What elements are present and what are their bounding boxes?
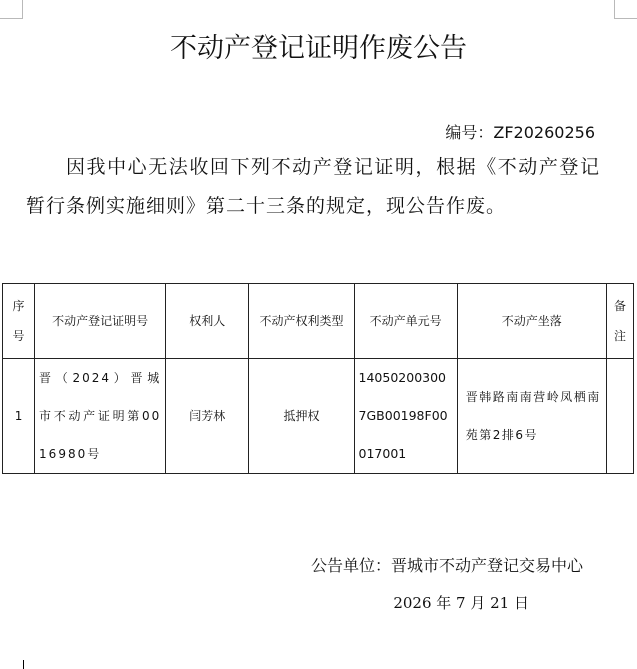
text-cursor — [23, 660, 24, 669]
certificate-table — [2, 283, 634, 474]
table-header-row — [3, 284, 634, 359]
header-note: 备注 — [606, 284, 633, 359]
cell-owner: 闫芳林 — [166, 359, 249, 474]
cell-note — [606, 359, 633, 474]
document-number: 编号：ZF20260256 — [445, 123, 595, 142]
body-paragraph: 因我中心无法收回下列不动产登记证明，根据《不动产登记暂行条例实施细则》第二十三条的规定，现公告作废。 — [26, 156, 600, 217]
table-row — [3, 359, 634, 474]
header-right-type: 不动产权利类型 — [249, 284, 354, 359]
header-unit-number: 不动产单元号 — [354, 284, 457, 359]
header-no: 序号 — [3, 284, 35, 359]
header-location: 不动产坐落 — [457, 284, 606, 359]
cell-cert-number: 晋（2024）晋城市不动产证明第0016980号 — [35, 359, 166, 474]
header-owner: 权利人 — [166, 284, 249, 359]
cell-right-type: 抵押权 — [249, 359, 354, 474]
cell-unit-number: 140502003007GB00198F00017001 — [354, 359, 457, 474]
cell-no: 1 — [3, 359, 35, 474]
page-corner-mark-top-left — [0, 0, 23, 19]
page-corner-mark-top-right — [614, 0, 637, 19]
issuing-unit: 公告单位：晋城市不动产登记交易中心 — [310, 556, 583, 575]
issue-date: 2026 年 7 月 21 日 — [393, 594, 529, 612]
cell-location: 晋韩路南南营岭凤栖南苑第2排6号 — [457, 359, 606, 474]
document-title: 不动产登记证明作废公告 — [170, 33, 467, 64]
header-cert-number: 不动产登记证明号 — [35, 284, 166, 359]
